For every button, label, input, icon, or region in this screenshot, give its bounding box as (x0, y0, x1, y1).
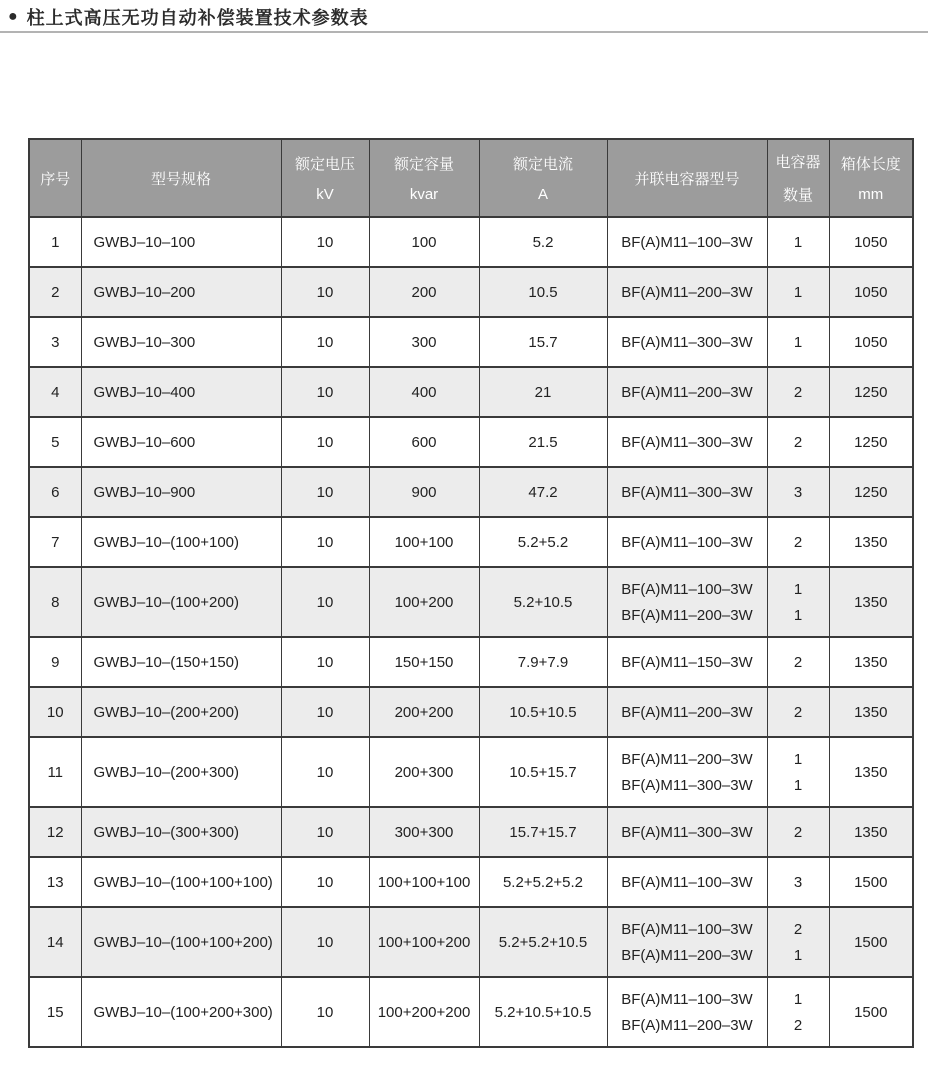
table-row (29, 467, 913, 517)
cell-capacitor-qty: 2 (767, 687, 829, 737)
table-body (29, 217, 913, 1047)
cell-capacitor-qty: 1 1 (767, 567, 829, 637)
cell-capacitor-qty: 2 (767, 637, 829, 687)
cell-box-length: 1050 (829, 317, 913, 367)
cell-voltage: 10 (281, 367, 369, 417)
cell-voltage: 10 (281, 517, 369, 567)
title-underline (0, 31, 928, 33)
cell-current: 47.2 (479, 467, 607, 517)
column-header-serial: 序号 (29, 139, 81, 217)
cell-capacitor-model: BF(A)M11–100–3W (607, 517, 767, 567)
column-header-model: 型号规格 (81, 139, 281, 217)
cell-serial: 4 (29, 367, 81, 417)
cell-voltage: 10 (281, 417, 369, 467)
table-row (29, 907, 913, 977)
table-row (29, 977, 913, 1047)
cell-capacitor-model: BF(A)M11–200–3W BF(A)M11–300–3W (607, 737, 767, 807)
cell-voltage: 10 (281, 907, 369, 977)
cell-capacity: 150+150 (369, 637, 479, 687)
cell-box-length: 1350 (829, 637, 913, 687)
cell-serial: 10 (29, 687, 81, 737)
table-row (29, 417, 913, 467)
cell-capacity: 100 (369, 217, 479, 267)
cell-voltage: 10 (281, 977, 369, 1047)
cell-capacity: 200+200 (369, 687, 479, 737)
cell-capacitor-qty: 2 (767, 417, 829, 467)
table-row (29, 807, 913, 857)
table-row (29, 637, 913, 687)
page-title (8, 4, 369, 30)
cell-model: GWBJ–10–(100+100) (81, 517, 281, 567)
cell-current: 5.2+5.2 (479, 517, 607, 567)
cell-box-length: 1050 (829, 217, 913, 267)
cell-model: GWBJ–10–100 (81, 217, 281, 267)
cell-box-length: 1350 (829, 517, 913, 567)
cell-voltage: 10 (281, 637, 369, 687)
cell-serial: 3 (29, 317, 81, 367)
cell-serial: 12 (29, 807, 81, 857)
cell-capacitor-qty: 2 (767, 367, 829, 417)
cell-capacity: 300+300 (369, 807, 479, 857)
cell-capacitor-model: BF(A)M11–200–3W (607, 367, 767, 417)
cell-serial: 14 (29, 907, 81, 977)
cell-model: GWBJ–10–(100+100+100) (81, 857, 281, 907)
column-header-capacitor-model: 并联电容器型号 (607, 139, 767, 217)
cell-current: 5.2+5.2+5.2 (479, 857, 607, 907)
cell-capacity: 300 (369, 317, 479, 367)
parameters-table (28, 138, 914, 1048)
cell-current: 7.9+7.9 (479, 637, 607, 687)
cell-box-length: 1350 (829, 737, 913, 807)
cell-capacitor-model: BF(A)M11–300–3W (607, 807, 767, 857)
cell-capacitor-model: BF(A)M11–150–3W (607, 637, 767, 687)
cell-capacitor-qty: 2 (767, 807, 829, 857)
cell-capacity: 400 (369, 367, 479, 417)
cell-serial: 7 (29, 517, 81, 567)
cell-serial: 15 (29, 977, 81, 1047)
table-row (29, 857, 913, 907)
cell-voltage: 10 (281, 807, 369, 857)
cell-box-length: 1500 (829, 907, 913, 977)
cell-capacitor-model: BF(A)M11–100–3W BF(A)M11–200–3W (607, 907, 767, 977)
column-header-capacitor-qty: 电容器 数量 (767, 139, 829, 217)
column-header-current: 额定电流 A (479, 139, 607, 217)
cell-current: 5.2+10.5 (479, 567, 607, 637)
column-header-capacity: 额定容量 kvar (369, 139, 479, 217)
cell-model: GWBJ–10–200 (81, 267, 281, 317)
cell-capacitor-model: BF(A)M11–200–3W (607, 267, 767, 317)
cell-voltage: 10 (281, 737, 369, 807)
cell-current: 10.5+15.7 (479, 737, 607, 807)
cell-serial: 6 (29, 467, 81, 517)
cell-current: 15.7+15.7 (479, 807, 607, 857)
cell-voltage: 10 (281, 857, 369, 907)
cell-model: GWBJ–10–(100+200+300) (81, 977, 281, 1047)
table-row (29, 567, 913, 637)
bullet-icon: ● (8, 8, 18, 25)
table-row (29, 267, 913, 317)
cell-serial: 9 (29, 637, 81, 687)
cell-box-length: 1350 (829, 807, 913, 857)
cell-model: GWBJ–10–(100+200) (81, 567, 281, 637)
table-row (29, 687, 913, 737)
cell-serial: 11 (29, 737, 81, 807)
cell-capacity: 100+200 (369, 567, 479, 637)
cell-voltage: 10 (281, 687, 369, 737)
cell-voltage: 10 (281, 217, 369, 267)
cell-capacitor-qty: 2 1 (767, 907, 829, 977)
cell-capacitor-qty: 3 (767, 857, 829, 907)
cell-serial: 8 (29, 567, 81, 637)
cell-serial: 1 (29, 217, 81, 267)
cell-box-length: 1500 (829, 857, 913, 907)
cell-voltage: 10 (281, 567, 369, 637)
column-header-voltage: 额定电压 kV (281, 139, 369, 217)
cell-model: GWBJ–10–300 (81, 317, 281, 367)
cell-current: 15.7 (479, 317, 607, 367)
table-row (29, 317, 913, 367)
cell-model: GWBJ–10–(100+100+200) (81, 907, 281, 977)
cell-capacitor-model: BF(A)M11–100–3W BF(A)M11–200–3W (607, 977, 767, 1047)
cell-model: GWBJ–10–(150+150) (81, 637, 281, 687)
cell-capacitor-qty: 1 (767, 267, 829, 317)
table-row (29, 517, 913, 567)
table-header (29, 139, 913, 217)
cell-serial: 5 (29, 417, 81, 467)
cell-current: 10.5 (479, 267, 607, 317)
cell-capacitor-qty: 1 (767, 317, 829, 367)
cell-capacity: 900 (369, 467, 479, 517)
cell-current: 10.5+10.5 (479, 687, 607, 737)
cell-current: 5.2+5.2+10.5 (479, 907, 607, 977)
cell-model: GWBJ–10–(300+300) (81, 807, 281, 857)
cell-model: GWBJ–10–(200+200) (81, 687, 281, 737)
cell-model: GWBJ–10–(200+300) (81, 737, 281, 807)
page-title-text: 柱上式高压无功自动补偿装置技术参数表 (26, 8, 369, 28)
cell-current: 5.2+10.5+10.5 (479, 977, 607, 1047)
cell-capacitor-model: BF(A)M11–300–3W (607, 417, 767, 467)
column-header-box-length: 箱体长度 mm (829, 139, 913, 217)
cell-capacitor-qty: 2 (767, 517, 829, 567)
cell-capacitor-qty: 1 2 (767, 977, 829, 1047)
cell-box-length: 1500 (829, 977, 913, 1047)
cell-model: GWBJ–10–900 (81, 467, 281, 517)
cell-capacity: 600 (369, 417, 479, 467)
cell-voltage: 10 (281, 467, 369, 517)
cell-model: GWBJ–10–400 (81, 367, 281, 417)
table-row (29, 217, 913, 267)
header-row (29, 139, 913, 217)
cell-capacity: 200 (369, 267, 479, 317)
cell-box-length: 1050 (829, 267, 913, 317)
cell-capacitor-qty: 3 (767, 467, 829, 517)
cell-box-length: 1250 (829, 467, 913, 517)
cell-box-length: 1250 (829, 367, 913, 417)
cell-capacity: 100+100+200 (369, 907, 479, 977)
table-row (29, 367, 913, 417)
cell-capacity: 100+200+200 (369, 977, 479, 1047)
cell-voltage: 10 (281, 317, 369, 367)
cell-serial: 13 (29, 857, 81, 907)
cell-capacitor-model: BF(A)M11–100–3W (607, 857, 767, 907)
cell-box-length: 1350 (829, 567, 913, 637)
cell-capacitor-qty: 1 (767, 217, 829, 267)
cell-capacitor-model: BF(A)M11–300–3W (607, 317, 767, 367)
cell-capacitor-model: BF(A)M11–200–3W (607, 687, 767, 737)
cell-capacity: 200+300 (369, 737, 479, 807)
cell-voltage: 10 (281, 267, 369, 317)
cell-current: 21 (479, 367, 607, 417)
cell-current: 5.2 (479, 217, 607, 267)
table-row (29, 737, 913, 807)
cell-capacitor-qty: 1 1 (767, 737, 829, 807)
cell-model: GWBJ–10–600 (81, 417, 281, 467)
cell-capacitor-model: BF(A)M11–300–3W (607, 467, 767, 517)
cell-box-length: 1250 (829, 417, 913, 467)
cell-capacitor-model: BF(A)M11–100–3W BF(A)M11–200–3W (607, 567, 767, 637)
cell-serial: 2 (29, 267, 81, 317)
cell-box-length: 1350 (829, 687, 913, 737)
cell-current: 21.5 (479, 417, 607, 467)
cell-capacity: 100+100+100 (369, 857, 479, 907)
cell-capacity: 100+100 (369, 517, 479, 567)
cell-capacitor-model: BF(A)M11–100–3W (607, 217, 767, 267)
